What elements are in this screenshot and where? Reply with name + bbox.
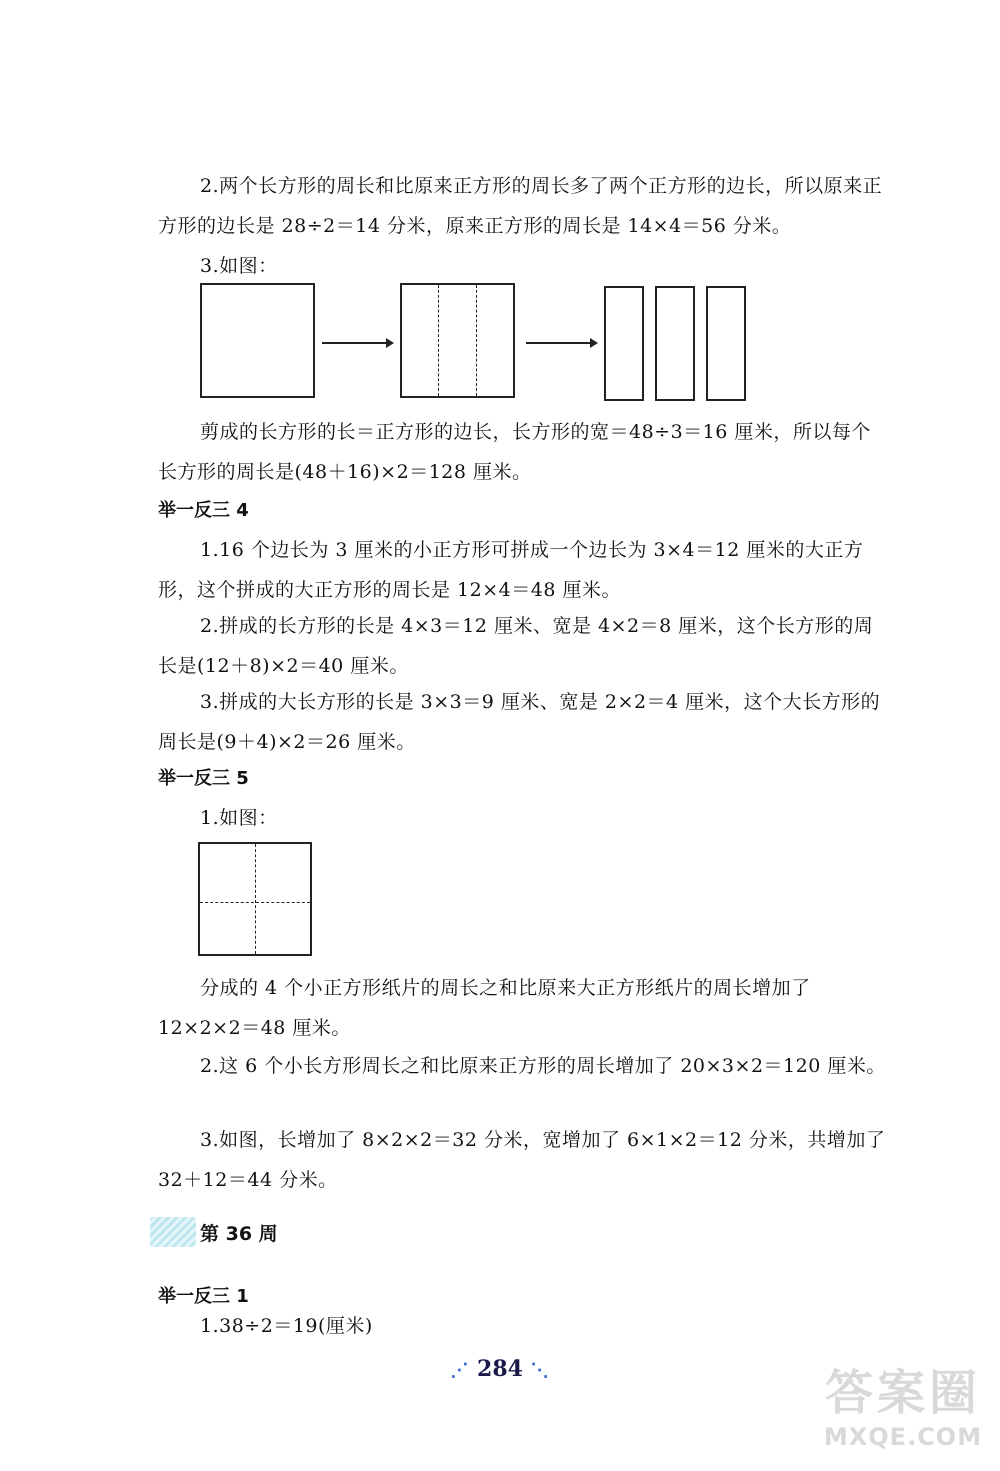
arrow-icon (526, 336, 598, 350)
watermark (818, 1363, 988, 1463)
square-shape (200, 283, 315, 398)
paragraph: 3.拼成的大长方形的长是 3×3＝9 厘米、宽是 2×2＝4 厘米，这个大长方形的周长是(9＋4)×2＝26 厘米。 (158, 691, 881, 753)
watermark-sub: MXQE.COM (823, 1423, 983, 1451)
square-with-cut-lines (400, 283, 515, 398)
paragraph: 1.16 个边长为 3 厘米的小正方形可拼成一个边长为 3×4＝12 厘米的大正方形，这个拼成的大正方形的周长是 12×4＝48 厘米。 (158, 539, 864, 601)
paragraph: 2.拼成的长方形的长是 4×3＝12 厘米、宽是 4×2＝8 厘米，这个长方形的周长是(12＋8)×2＝40 厘米。 (158, 615, 874, 677)
square-quartered (198, 842, 312, 956)
section-heading: 举一反三 4 (158, 500, 249, 521)
week-heading (150, 1215, 278, 1249)
section-heading: 举一反三 5 (158, 768, 249, 789)
week-title: 第 36 周 (200, 1222, 278, 1245)
arrow-icon (322, 336, 394, 350)
paragraph: 3.如图，长增加了 8×2×2＝32 分米，宽增加了 6×1×2＝12 分米，共增加了 32＋12＝44 分米。 (158, 1129, 886, 1191)
strip-rectangle (706, 286, 746, 401)
paragraph-3-label: 3.如图： (200, 255, 278, 277)
week-tag-icon (150, 1217, 196, 1247)
strip-rectangle (604, 286, 644, 401)
paragraph-label: 1.如图： (200, 807, 278, 829)
page-number-value: 284 (477, 1356, 523, 1382)
paragraph-2: 2.两个长方形的周长和比原来正方形的周长多了两个正方形的边长，所以原来正方形的边长是 28÷2＝14 分米，原来正方形的周长是 14×4＝56 分米。 (158, 175, 883, 237)
dots-right-icon: ⋱ (530, 1360, 550, 1381)
paragraph: 分成的 4 个小正方形纸片的周长之和比原来大正方形纸片的周长增加了 12×2×2＝48 厘米。 (158, 977, 811, 1039)
section-heading: 举一反三 1 (158, 1286, 249, 1307)
paragraph: 2.这 6 个小长方形周长之和比原来正方形的周长增加了 20×3×2＝120 厘米。 (200, 1055, 886, 1077)
dots-left-icon: ⋰ (450, 1360, 470, 1381)
watermark-main: 答案圈 (824, 1365, 981, 1421)
strip-rectangle (655, 286, 695, 401)
paragraph: 1.38÷2＝19(厘米) (200, 1315, 373, 1337)
paragraph-cut-result: 剪成的长方形的长＝正方形的边长，长方形的宽＝48÷3＝16 厘米，所以每个长方形的周长是(48＋16)×2＝128 厘米。 (158, 421, 871, 483)
